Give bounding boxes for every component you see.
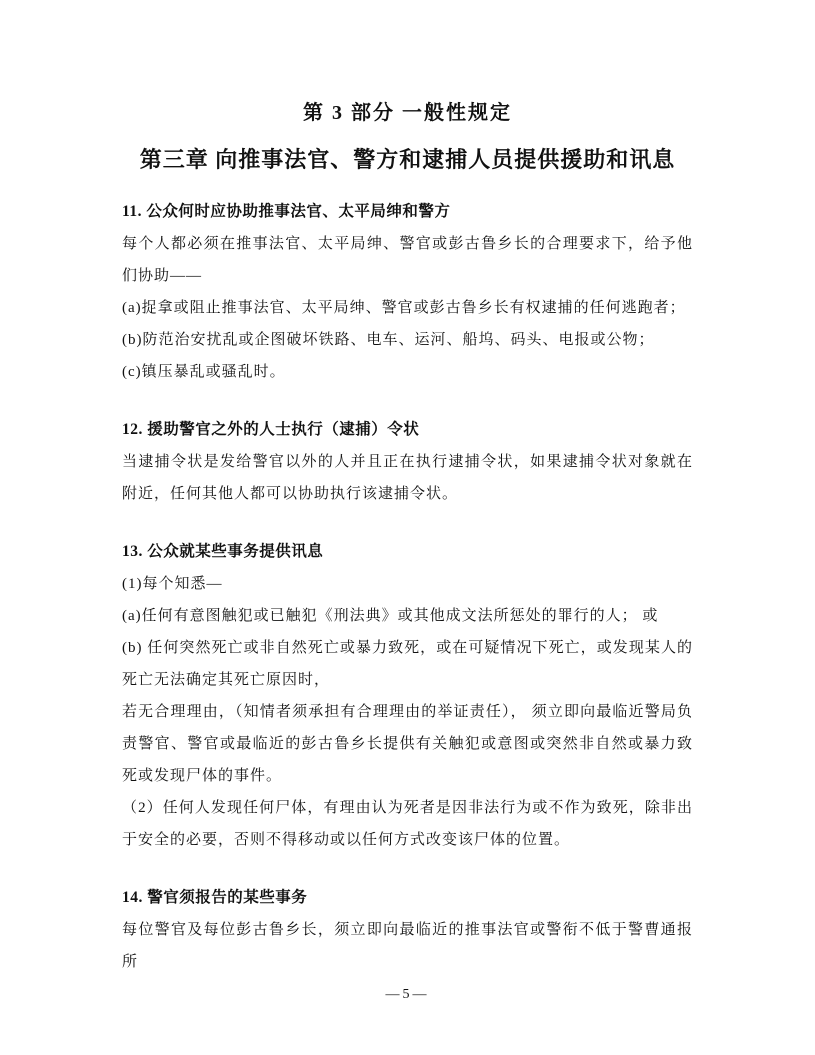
section-heading: 14. 警官须报告的某些事务 xyxy=(122,889,308,906)
section-heading: 13. 公众就某些事务提供讯息 xyxy=(122,543,324,560)
chapter-title: 第三章 向推事法官、警方和逮捕人员提供援助和讯息 xyxy=(139,147,676,172)
paragraph: (c)镇压暴乱或骚乱时。 xyxy=(122,364,286,380)
paragraph: (1)每个知悉— xyxy=(122,576,223,592)
paragraph: 每位警官及每位彭古鲁乡长，须立即向最临近的推事法官或警衔不低于警曹通报所 xyxy=(122,922,693,970)
paragraph: (b) 任何突然死亡或非自然死亡或暴力致死，或在可疑情况下死亡，或发现某人的死亡无法确定其死亡原因时， xyxy=(122,640,693,688)
part-title: 第 3 部分 一般性规定 xyxy=(303,102,512,124)
page-number: —5— xyxy=(385,987,430,1002)
section-heading: 11. 公众何时应协助推事法官、太平局绅和警方 xyxy=(122,203,451,220)
paragraph: 当逮捕令状是发给警官以外的人并且正在执行逮捕令状，如果逮捕令状对象就在附近，任何其他人都可以协助执行该逮捕令状。 xyxy=(122,454,693,502)
section-14 xyxy=(122,882,693,978)
paragraph: 若无合理理由，（知情者须承担有合理理由的举证责任）， 须立即向最临近警局负责警官、警官或最临近的彭古鲁乡长提供有关触犯或意图或突然非自然或暴力致死或发现尸体的事件。 xyxy=(122,704,693,784)
paragraph: (a)任何有意图触犯或已触犯《刑法典》或其他成文法所惩处的罪行的人； 或 xyxy=(122,608,659,624)
paragraph: (a)捉拿或阻止推事法官、太平局绅、警官或彭古鲁乡长有权逮捕的任何逃跑者； xyxy=(122,300,686,316)
section-13 xyxy=(122,536,693,856)
section-11 xyxy=(122,196,693,388)
paragraph: 每个人都必须在推事法官、太平局绅、警官或彭古鲁乡长的合理要求下，给予他们协助—— xyxy=(122,236,693,284)
section-12 xyxy=(122,414,693,510)
paragraph: (b)防范治安扰乱或企图破坏铁路、电车、运河、船坞、码头、电报或公物； xyxy=(122,332,655,348)
section-heading: 12. 援助警官之外的人士执行（逮捕）令状 xyxy=(122,421,420,438)
paragraph: （2）任何人发现任何尸体，有理由认为死者是因非法行为或不作为致死，除非出于安全的必要，否则不得移动或以任何方式改变该尸体的位置。 xyxy=(122,800,693,848)
